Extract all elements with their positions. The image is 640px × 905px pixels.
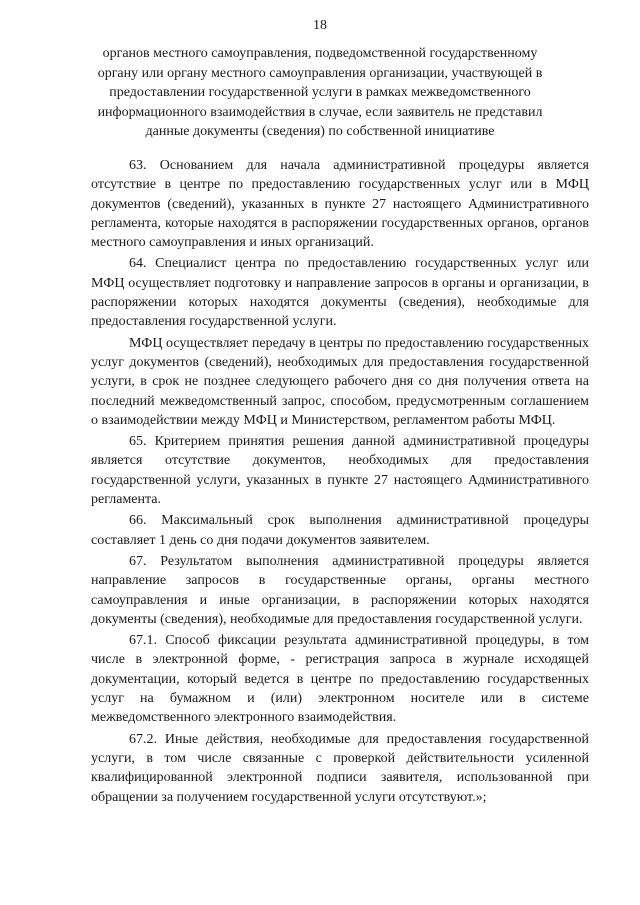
- paragraph-67-1: 67.1. Способ фиксации результата административной процедуры, в том числе в электронной форме, - регистрация запроса в журнале исходящей документации, который ведется в центре по предоставлению государственных услуг на бумажном и (или) электронном носителе или в системе межведомственного электронного взаимодействия.: [91, 633, 589, 726]
- page-number: 18: [313, 18, 327, 33]
- paragraph-64: 64. Специалист центра по предоставлению государственных услуг или МФЦ осуществляет подготовку и направление запросов в органы и организации, в распоряжении которых находятся документы (сведения), необходимые для предоставления государственной услуги.: [91, 256, 589, 330]
- heading-line: органу или органу местного самоуправления организации, участвующей в: [97, 65, 543, 81]
- paragraph-63: 63. Основанием для начала административной процедуры является отсутствие в центре по предоставлению государственных услуг или в МФЦ документов (сведений), указанных в пункте 27 настоящего Административного регламента, которые находятся в распоряжении государственных органов, органов местного самоуправления и иных организаций.: [91, 158, 589, 251]
- paragraph-67: 67. Результатом выполнения административной процедуры является направление запросов в государственные органы, органы местного самоуправления и иные организации, в распоряжении которых находятся документы (сведения), необходимые для предоставления государственной услуги.: [91, 553, 589, 627]
- heading-line: информационного взаимодействия в случае, если заявитель не представил: [97, 104, 543, 120]
- heading-line: предоставлении государственной услуги в рамках межведомственного: [109, 85, 531, 100]
- document-body: [91, 156, 589, 809]
- heading-line: данные документы (сведения) по собственной инициативе: [145, 124, 495, 139]
- paragraph-67-2: 67.2. Иные действия, необходимые для предоставления государственной услуги, в том числе связанные с проверкой действительности усиленной квалифицированной электронной подписи заявителя, использованной при обращении за получением государственной услуги отсутствуют.»;: [91, 731, 589, 805]
- paragraph-66: 66. Максимальный срок выполнения административной процедуры составляет 1 день со дня подачи документов заявителем.: [91, 513, 589, 548]
- paragraph-64-mfc: МФЦ осуществляет передачу в центры по предоставлению государственных услуг документов (сведений), необходимых для предоставления государственной услуги, в срок не позднее следующего рабочего дня со дня получения ответа на последний межведомственный запрос, способом, предусмотренным соглашением о взаимодействии между МФЦ и Министерством, регламентом работы МФЦ.: [91, 335, 589, 428]
- heading-line: органов местного самоуправления, подведомственной государственному: [102, 46, 538, 61]
- section-heading: [88, 44, 552, 142]
- paragraph-65: 65. Критерием принятия решения данной административной процедуры является отсутствие документов, необходимых для предоставления государственной услуги, указанных в пункте 27 настоящего Административного регламента.: [91, 434, 589, 508]
